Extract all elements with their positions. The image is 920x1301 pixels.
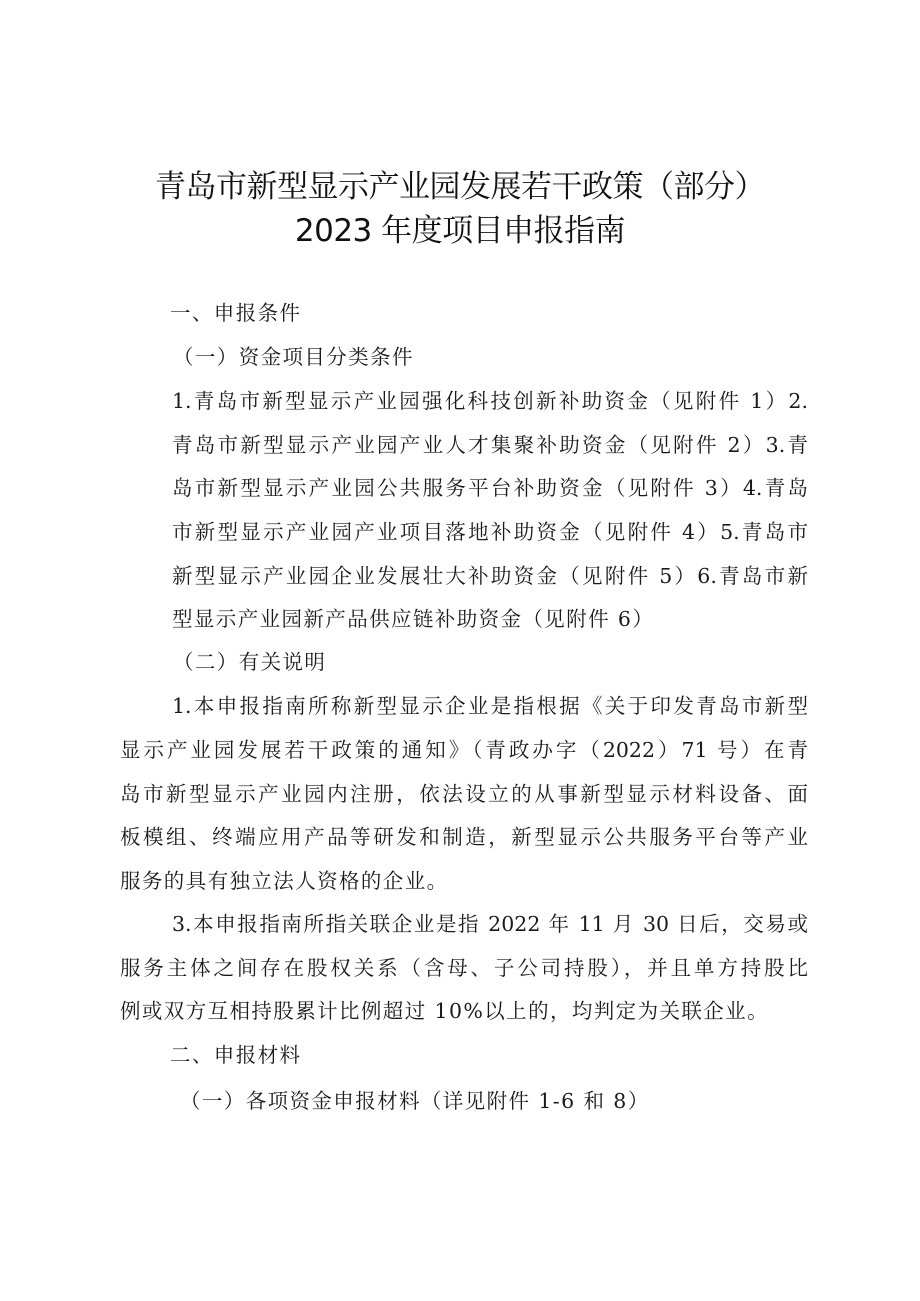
fund-list-line: 型显示产业园新产品供应链补助资金（见附件 6） bbox=[172, 607, 655, 631]
note-line: 板模组、终端应用产品等研发和制造，新型显示公共服务平台等产业 bbox=[120, 825, 808, 849]
subsection-heading-fund-categories: （一）资金项目分类条件 bbox=[173, 345, 414, 369]
note-line: 服务的具有独立法人资格的企业。 bbox=[120, 869, 449, 893]
note-line: 服务主体之间存在股权关系（含母、子公司持股），并且单方持股比 bbox=[120, 956, 808, 980]
note-line: 1.本申报指南所称新型显示企业是指根据《关于印发青岛市新型 bbox=[172, 694, 808, 718]
subsection-heading-notes: （二）有关说明 bbox=[173, 650, 327, 674]
note-line: 3.本申报指南所指关联企业是指 2022 年 11 月 30 日后，交易或 bbox=[172, 912, 808, 936]
fund-list-line: 市新型显示产业园产业项目落地补助资金（见附件 4）5.青岛市 bbox=[172, 520, 808, 544]
fund-list-line: 新型显示产业园企业发展壮大补助资金（见附件 5）6.青岛市新 bbox=[172, 564, 808, 588]
fund-list-line: 1.青岛市新型显示产业园强化科技创新补助资金（见附件 1）2. bbox=[172, 389, 808, 413]
section-heading-conditions: 一、申报条件 bbox=[170, 301, 302, 325]
page-title-line1: 青岛市新型显示产业园发展若干政策（部分） bbox=[155, 169, 765, 205]
fund-list-line: 青岛市新型显示产业园产业人才集聚补助资金（见附件 2）3.青 bbox=[172, 433, 808, 457]
section-heading-materials: 二、申报材料 bbox=[170, 1043, 302, 1067]
note-line: 显示产业园发展若干政策的通知》（青政办字（2022）71 号）在青 bbox=[120, 738, 808, 762]
fund-list-line: 岛市新型显示产业园公共服务平台补助资金（见附件 3）4.青岛 bbox=[172, 476, 808, 500]
note-line: 岛市新型显示产业园内注册，依法设立的从事新型显示材料设备、面 bbox=[120, 782, 808, 806]
page-title-line2: 2023 年度项目申报指南 bbox=[294, 213, 626, 249]
note-line: 例或双方互相持股累计比例超过 10%以上的，均判定为关联企业。 bbox=[120, 999, 769, 1023]
subsection-heading-fund-materials: （一）各项资金申报材料（详见附件 1-6 和 8） bbox=[180, 1089, 650, 1113]
